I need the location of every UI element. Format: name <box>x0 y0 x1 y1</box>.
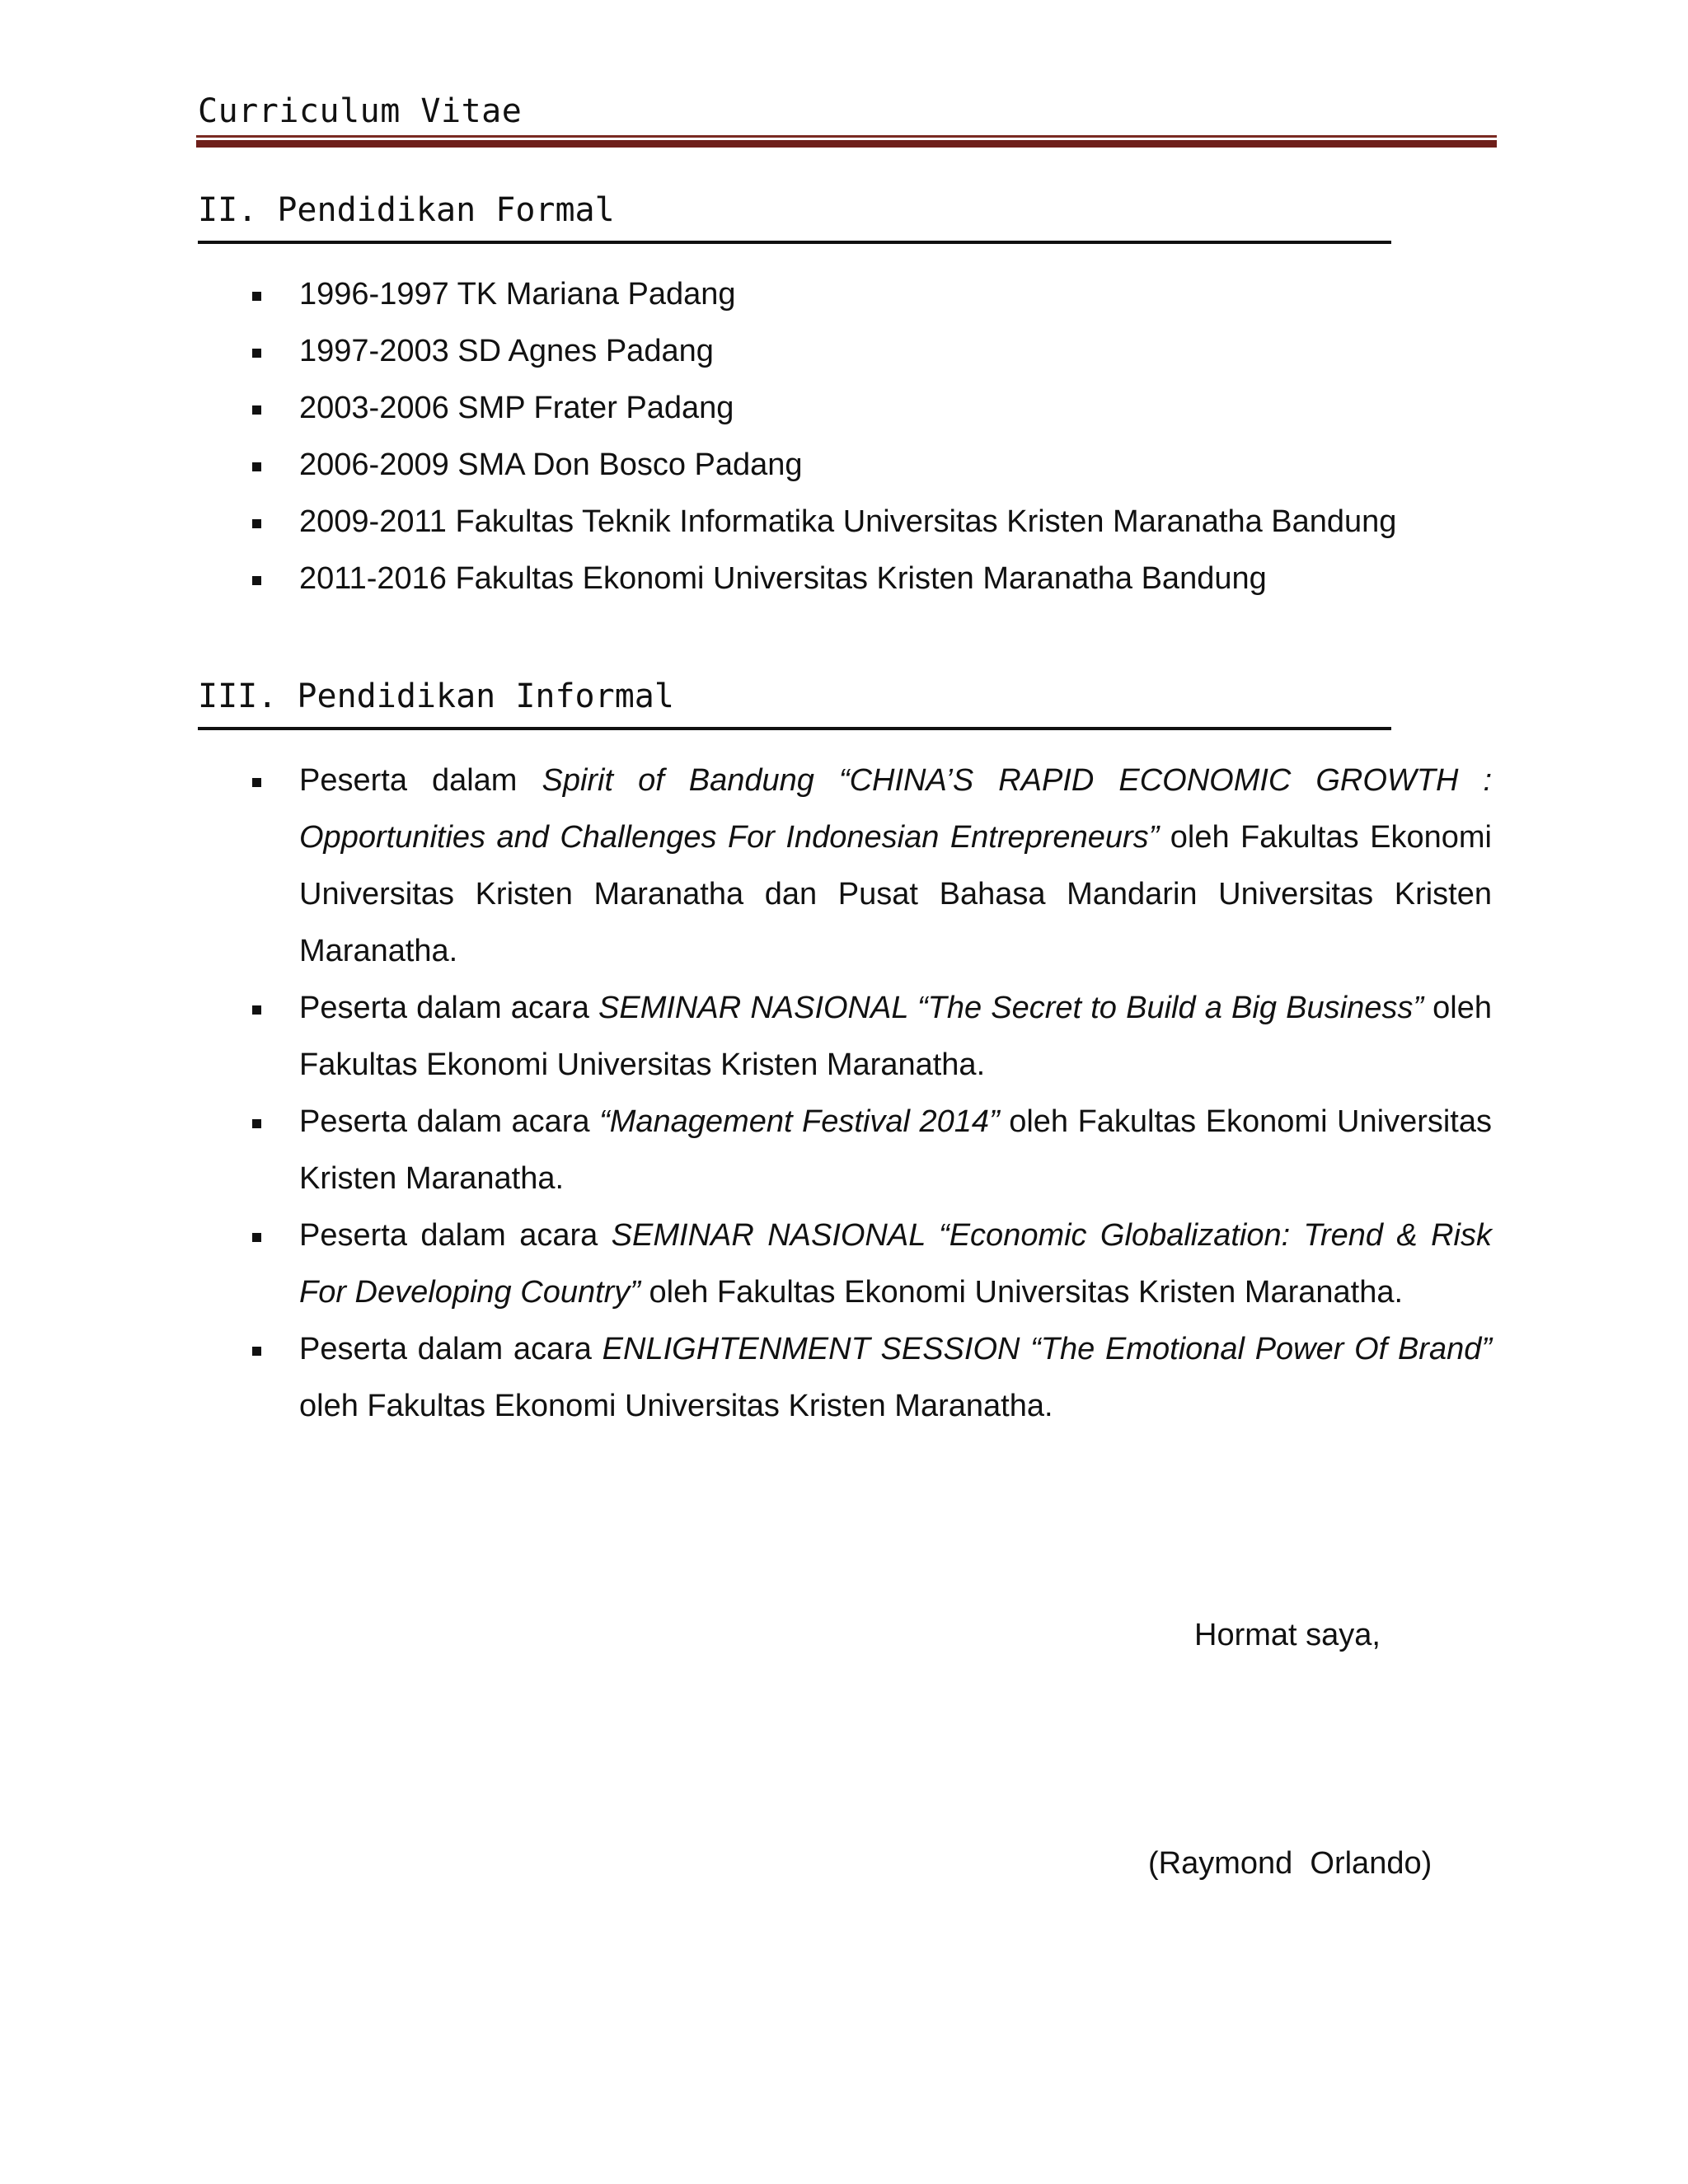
list-item-text: 2009-2011 Fakultas Teknik Informatika Universitas Kristen Maranatha Bandung <box>299 504 1397 539</box>
square-bullet-icon <box>252 1347 261 1356</box>
square-bullet-icon <box>252 1119 261 1128</box>
list-item-prefix: Peserta dalam acara <box>299 1218 612 1253</box>
list-item-text: 2003-2006 SMP Frater Padang <box>299 391 734 425</box>
section-divider-formal <box>198 241 1391 244</box>
list-item <box>247 323 1396 380</box>
section-heading-informal: III. Pendidikan Informal <box>198 677 674 715</box>
event-title: SEMINAR NASIONAL “The Secret to Build a Big Business” <box>598 991 1423 1025</box>
square-bullet-icon <box>252 576 261 585</box>
list-item <box>247 266 1396 323</box>
list-item-suffix: oleh Fakultas Ekonomi Universitas Kristen Maranatha. <box>640 1275 1404 1310</box>
list-item <box>247 437 1396 494</box>
list-item <box>247 980 1492 1094</box>
list-item-text: 2011-2016 Fakultas Ekonomi Universitas Kristen Maranatha Bandung <box>299 561 1267 596</box>
list-item-text: 2006-2009 SMA Don Bosco Padang <box>299 448 803 482</box>
square-bullet-icon <box>252 778 261 787</box>
list-item-suffix: oleh Fakultas Ekonomi Universitas Kristen Maranatha. <box>299 1389 1053 1423</box>
list-item <box>247 380 1396 437</box>
list-item-prefix: Peserta dalam acara <box>299 1104 600 1139</box>
event-title: Spirit of Bandung “CHINA’S RAPID ECONOMIC GROWTH : Opportunities and Challenges For Indonesian Entrepreneurs” <box>299 763 1492 855</box>
event-title: SEMINAR NASIONAL “Economic Globalization: Trend & Risk For Developing Country” <box>299 1218 1493 1310</box>
square-bullet-icon <box>252 405 261 415</box>
formal-education-list <box>247 266 1396 607</box>
signature-name: (Raymond Orlando) <box>1148 1846 1432 1881</box>
event-title: “Management Festival 2014” <box>599 1104 1000 1139</box>
page-header-title: Curriculum Vitae <box>198 92 523 130</box>
list-item-prefix: Peserta dalam acara <box>299 991 599 1025</box>
list-item-suffix: oleh Fakultas Ekonomi Universitas Kristen Maranatha. <box>299 1104 1492 1196</box>
list-item-text: 1997-2003 SD Agnes Padang <box>299 334 714 368</box>
list-item <box>247 752 1492 980</box>
informal-education-list <box>247 752 1492 1435</box>
section-heading-formal: II. Pendidikan Formal <box>198 191 615 229</box>
square-bullet-icon <box>252 519 261 528</box>
closing-greeting: Hormat saya, <box>1194 1618 1381 1652</box>
square-bullet-icon <box>252 292 261 301</box>
list-item-prefix: Peserta dalam acara <box>299 1332 603 1366</box>
list-item-suffix: oleh Fakultas Ekonomi Universitas Kristen Maranatha dan Pusat Bahasa Mandarin Universitas Kristen Maranatha. <box>299 820 1492 968</box>
list-item <box>247 1094 1492 1207</box>
event-title: ENLIGHTENMENT SESSION “The Emotional Power Of Brand” <box>602 1332 1492 1366</box>
square-bullet-icon <box>252 349 261 358</box>
square-bullet-icon <box>252 1233 261 1242</box>
list-item-text: 1996-1997 TK Mariana Padang <box>299 277 736 312</box>
header-divider-thick <box>196 140 1497 148</box>
list-item-prefix: Peserta dalam <box>299 763 542 798</box>
square-bullet-icon <box>252 1005 261 1015</box>
header-divider-thin <box>196 135 1497 138</box>
list-item <box>247 494 1396 551</box>
list-item <box>247 1321 1492 1435</box>
square-bullet-icon <box>252 462 261 471</box>
list-item <box>247 551 1396 607</box>
list-item <box>247 1207 1492 1321</box>
list-item-suffix: oleh Fakultas Ekonomi Universitas Kristen Maranatha. <box>299 991 1493 1082</box>
section-divider-informal <box>198 727 1391 730</box>
